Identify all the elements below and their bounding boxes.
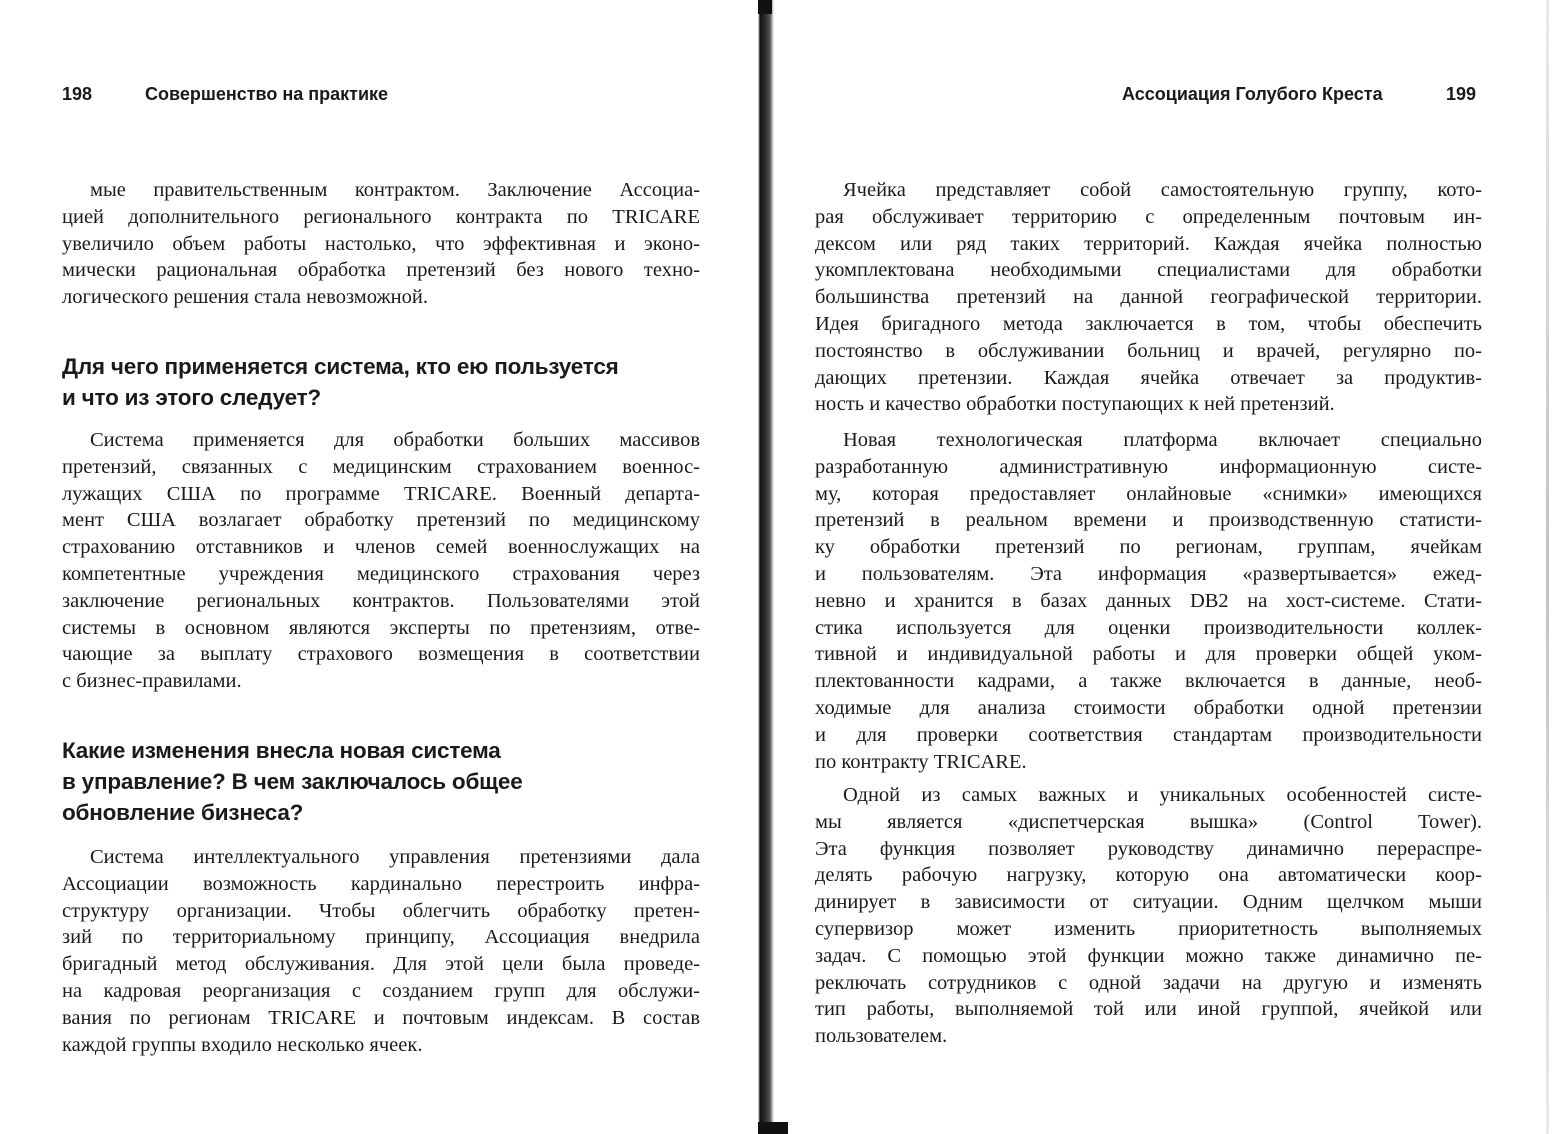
text-line: дающих претензии. Каждая ячейка отвечает за продуктив- [815, 366, 1482, 389]
text-line: супервизор может изменить приоритетность выполняемых [815, 917, 1482, 940]
text-line: дексом или ряд таких территорий. Каждая ячейка полностью [815, 232, 1482, 255]
text-line: мы является «диспетчерская вышка» (Control Tower). [815, 810, 1482, 833]
text-line: претензий, связанных с медицинским страхованием военнос- [62, 455, 700, 478]
text-line: заключение региональных контрактов. Пользователями этой [62, 589, 700, 612]
book-gutter [740, 0, 790, 1134]
text-line: тип работы, выполняемой той или иной группой, ячейкой или [815, 998, 1482, 1021]
text-line: Одной из самых важных и уникальных особенностей систе- [843, 784, 1482, 806]
text-line: компетентные учреждения медицинского страхования через [62, 562, 700, 585]
text-line: вания по регионам TRICARE и почтовым индексам. В состав [62, 1006, 700, 1029]
text-line: Ассоциации возможность кардинально перестроить инфра- [62, 872, 700, 895]
text-line: Идея бригадного метода заключается в том, чтобы обеспечить [815, 312, 1482, 335]
text-line: задач. С помощью этой функции можно также динамично пе- [815, 944, 1482, 967]
text-line: разработанную административную информационную систе- [815, 455, 1482, 478]
text-line: зий по территориальному принципу, Ассоциация внедрила [62, 926, 700, 949]
text-line: и пользователям. Эта информация «развертывается» ежед- [815, 562, 1482, 585]
page-number: 199 [1446, 84, 1477, 104]
text-line: постоянство в обслуживании больниц и врачей, регулярно по- [815, 339, 1482, 362]
paragraph [815, 427, 1482, 775]
text-line: мически рациональная обработка претензий без нового техно- [62, 259, 700, 282]
text-line: мент США возлагает обработку претензий по медицинскому [62, 509, 700, 532]
text-line: каждой группы входило несколько ячеек. [62, 1033, 423, 1056]
text-line: ку обработки претензий по регионам, группам, ячейкам [815, 536, 1482, 559]
text-line: Новая технологическая платформа включает специально [843, 429, 1482, 451]
right-page [790, 0, 1555, 1134]
text-line: пользователем. [815, 1025, 948, 1048]
text-line: стика используется для оценки производительности коллек- [815, 616, 1482, 639]
text-line: укомплектована необходимыми специалистами для обработки [815, 259, 1482, 282]
text-line: плектованности кадрами, а также включается в данные, необ- [815, 670, 1482, 693]
heading-line: обновление бизнеса? [62, 800, 304, 825]
text-line: Ячейка представляет собой самостоятельную группу, кото- [843, 179, 1482, 201]
text-line: рая обслуживает территорию с определенным почтовым ин- [815, 205, 1482, 228]
paragraph [62, 844, 700, 1058]
text-line: логического решения стала невозможной. [62, 286, 428, 309]
running-head: Ассоциация Голубого Креста [1122, 84, 1383, 104]
running-head: Совершенство на практике [145, 84, 389, 104]
text-line: на кадровая реорганизация с созданием групп для обслужи- [62, 979, 700, 1002]
text-line: делять рабочую нагрузку, которую она автоматически коор- [815, 864, 1482, 887]
text-line: реключать сотрудников с одной задачи на другую и изменять [815, 971, 1482, 994]
text-line: му, которая предоставляет онлайновые «снимки» имеющихся [815, 482, 1482, 505]
paragraph [815, 177, 1482, 418]
heading-line: Для чего применяется система, кто ею пользуется [62, 354, 619, 379]
heading-line: в управление? В чем заключалось общее [62, 769, 523, 794]
text-line: претензий в реальном времени и производственную статисти- [815, 509, 1482, 532]
section-heading [62, 735, 722, 828]
left-page [0, 0, 740, 1134]
text-line: тивной и индивидуальной работы и для проверки общей уком- [815, 643, 1482, 666]
text-line: Система интеллектуального управления претензиями дала [90, 846, 700, 868]
text-line: Система применяется для обработки больших массивов [90, 429, 700, 451]
heading-line: Какие изменения внесла новая система [62, 738, 501, 763]
text-line: бригадный метод обслуживания. Для этой цели была проведе- [62, 953, 700, 976]
text-line: системы в основном являются эксперты по претензиям, отве- [62, 616, 700, 639]
text-line: ность и качество обработки поступающих к ней претензий. [815, 393, 1335, 416]
text-line: чающие за выплату страхового возмещения в соответствии [62, 643, 700, 666]
text-line: лужащих США по программе TRICARE. Военный департа- [62, 482, 700, 505]
text-line: увеличило объем работы настолько, что эффективная и эконо- [62, 232, 700, 255]
text-line: большинства претензий на данной географической территории. [815, 286, 1482, 309]
paragraph [62, 427, 700, 695]
text-line: цией дополнительного регионального контракта по TRICARE [62, 205, 700, 228]
heading-line: и что из этого следует? [62, 385, 321, 410]
text-line: Эта функция позволяет руководству динамично перераспре- [815, 837, 1482, 860]
text-line: мые правительственным контрактом. Заключение Ассоциа- [90, 179, 700, 201]
paragraph [62, 177, 700, 311]
paragraph [815, 782, 1482, 1050]
text-line: ходимые для анализа стоимости обработки одной претензии [815, 696, 1482, 719]
text-line: невно и хранится в базах данных DB2 на хост-системе. Стати- [815, 589, 1482, 612]
page-number: 198 [62, 84, 93, 104]
text-line: структуру организации. Чтобы облегчить обработку претен- [62, 899, 700, 922]
text-line: и для проверки соответствия стандартам производительности [815, 723, 1482, 746]
text-line: страхованию отставников и членов семей военнослужащих на [62, 536, 700, 559]
text-line: по контракту TRICARE. [815, 750, 1027, 773]
text-line: с бизнес-правилами. [62, 670, 242, 693]
section-heading [62, 351, 722, 413]
text-line: динирует в зависимости от ситуации. Одним щелчком мыши [815, 891, 1482, 914]
